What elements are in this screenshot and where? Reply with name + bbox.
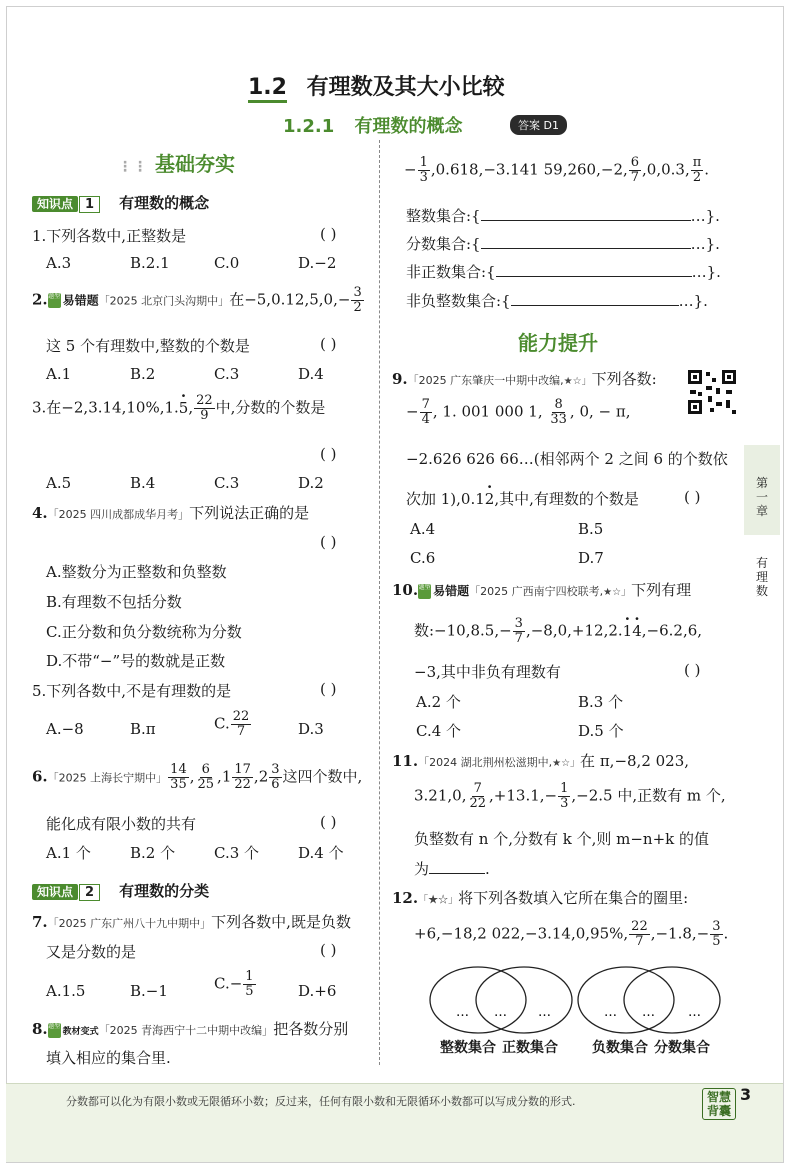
knowledge-point-2 [32,880,209,901]
question-6-line2: 能化成有限小数的共有 [46,815,197,833]
q3-option-c: C.3 [214,474,240,492]
question-9-paren: ( ) [684,488,701,506]
q3-fraction: $\frac{22}{9}$ [196,393,213,423]
subsection-number: 1.2.1 [283,116,335,137]
q2-fraction: $\frac{3}{2}$ [353,285,362,315]
question-4-stem: 4.「2025 四川成都成华月考」下列说法正确的是 [32,504,310,522]
integer-set-blank[interactable]: 整数集合:{ …}. [406,207,720,225]
venn-dots: … [642,1005,655,1020]
q9-option-b: B.5 [578,520,604,538]
q10-source: 「2025 广西南宁四校联考, [469,585,604,598]
q2-source: 「2025 北京门头沟期中」 [98,294,230,308]
q2-option-b: B.2 [130,365,156,383]
subsection-heading [283,112,463,138]
section-title: 有理数及其大小比较 [306,75,505,100]
q7-option-a: A.1.5 [46,982,86,1000]
question-6-paren: ( ) [320,813,337,831]
q9-source: 「2025 广东肇庆一中期中改编, [407,374,564,387]
q4-option-a: A.整数分为正整数和负整数 [46,563,227,581]
q7-source: 「2025 广东广州八十九中期中」 [47,917,212,930]
basic-heading [118,148,235,177]
q10-option-d: D.5 个 [578,722,624,740]
question-2-line2: 这 5 个有理数中,整数的个数是 [46,337,250,355]
venn-diagrams[interactable] [426,964,746,1036]
venn-dots: … [456,1005,469,1020]
integer-set-circle[interactable] [430,967,526,1033]
q4-option-c: C.正分数和负分数统称为分数 [46,623,242,641]
fraction-set-circle[interactable] [624,967,720,1033]
q10-option-a: A.2 个 [416,693,461,711]
brand-text-2: 背囊 [706,1104,731,1118]
q9-option-a: A.4 [410,520,436,538]
q12-row1: +6,−18,2 022,−3.14,0,95%, $\frac{22}{7}$ ,−1.8,− $\frac{3}{5}$ . [414,919,729,949]
difficulty-star-icon: ★☆」 [603,587,632,598]
q8-tag: 教材变式 [62,1027,99,1037]
q1-option-a: A.3 [46,254,72,272]
q3-option-b: B.4 [130,474,156,492]
q10-row1: 数:−10,8.5,− $\frac{3}{7}$ ,−8,0,+12,2.· 1· 4,−6.2,6, [414,617,702,646]
q8-number-list: − $\frac{1}{3}$ ,0.618,−3.141 59,260,−2, $\frac{6}{7}$ ,0,0.3, $\frac{\pi}{2}$ . [404,155,710,185]
question-2-paren: ( ) [320,335,337,353]
question-3-paren: ( ) [320,445,337,463]
topic-label: 有理数 [755,556,768,598]
question-6-stem: 6.「2025 上海长宁期中」 $\frac{14}{35}$ , $\frac{6}{25}$ ,1 $\frac{17}{22}$ ,2 $\frac{3}{6}$ 这四个数中, [32,762,363,792]
non-negative-integer-set-blank[interactable]: 非负整数集合:{ …}. [406,292,708,310]
decor-dots-icon: ⋮⋮ [118,159,148,175]
question-1-paren: ( ) [320,225,337,243]
q6-source: 「2025 上海长宁期中」 [47,771,168,785]
q9-row1: − $\frac{7}{4}$ , 1. 001 000 1, $\frac{8}{33}$ , 0, − π, [406,397,631,427]
q2-tag: 易错题 [62,293,99,308]
venn-dots: … [604,1005,617,1020]
question-12-stem: 12.「★☆」将下列各数填入它所在集合的圈里: [392,889,689,907]
kp-title: 有理数的分类 [119,882,210,900]
q4-source: 「2025 四川成都成华月考」 [47,508,190,521]
venn-label-positive: 正数集合 [502,1040,558,1056]
chapter-label: 第一章 [755,476,768,518]
brand-logo [702,1088,736,1120]
venn-label-negative: 负数集合 [592,1040,648,1056]
kp-number: 2 [79,884,100,901]
venn-dots: … [538,1005,551,1020]
q6-option-b: B.2 个 [130,844,176,862]
question-8-stem: 8.题型教材变式「2025 青海西宁十二中期中改编」把各数分别 [32,1020,349,1038]
question-7-line2: 又是分数的是 [46,943,137,961]
question-8-line2: 填入相应的集合里. [46,1049,171,1067]
q9-row3: 次加 1),0.1· 2,其中,有理数的个数是 [406,488,639,509]
q7-option-c: C.− $\frac{1}{5}$ [214,969,254,999]
question-10-stem: 10.题型 易错题「2025 广西南宁四校联考,★☆」下列有理 [392,581,692,599]
q2-text: 在−5,0.12,5,0,− [229,290,351,309]
page-number: 3 [740,1085,752,1104]
venn-label-fraction: 分数集合 [654,1040,710,1056]
q11-row1: 3.21,0, $\frac{7}{22}$ ,+13.1,− $\frac{1}{3}$ ,−2.5 中,正数有 m 个, [414,781,726,811]
venn-dots: … [494,1005,507,1020]
kp-title: 有理数的概念 [119,194,210,212]
question-tag-icon: 题型 [418,584,431,599]
q7-option-b: B.−1 [130,982,168,1000]
positive-set-circle[interactable] [476,967,572,1033]
qr-code-icon[interactable] [686,368,738,416]
q9-option-c: C.6 [410,549,436,567]
column-divider [379,140,380,1065]
q3-option-a: A.5 [46,474,72,492]
q10-option-b: B.3 个 [578,693,624,711]
q2-option-c: C.3 [214,365,240,383]
question-3-stem: 3.在−2,3.14,10%,1.· 5, $\frac{22}{9}$ 中,分数的个数是 [32,394,325,423]
q7-option-d: D.+6 [298,982,337,1000]
difficulty-star-icon: ★☆」 [563,376,592,387]
basic-heading-text: 基础夯实 [154,152,235,176]
q4-option-b: B.有理数不包括分数 [46,593,182,611]
advanced-heading: 能力提升 [518,331,598,355]
q1-option-c: C.0 [214,254,240,272]
venn-dots: … [688,1005,701,1020]
q11-row2: 负整数有 n 个,分数有 k 个,则 m−n+k 的值 [414,830,710,848]
q5-option-a: A.−8 [46,720,84,738]
q10-tag: 易错题 [433,584,470,598]
brand-text-1: 智慧 [706,1090,731,1104]
q6-option-a: A.1 个 [46,844,91,862]
q2-option-d: D.4 [298,365,324,383]
question-7-paren: ( ) [320,941,337,959]
q6-option-c: C.3 个 [214,844,260,862]
question-tag-icon: 题型 [48,293,61,308]
q6-option-d: D.4 个 [298,844,344,862]
q11-source: 「2024 湖北荆州松滋期中, [418,756,553,769]
q1-option-d: D.−2 [298,254,337,272]
q2-option-a: A.1 [46,365,72,383]
question-tag-icon: 题型 [48,1023,61,1038]
q5-option-c: C. $\frac{22}{7}$ [214,709,250,739]
non-positive-set-blank[interactable]: 非正数集合:{ …}. [406,263,721,281]
q1-option-b: B.2.1 [130,254,170,272]
negative-set-circle[interactable] [578,967,674,1033]
q9-row2: −2.626 626 66…(相邻两个 2 之间 6 的个数依 [406,450,728,468]
question-10-paren: ( ) [684,661,701,679]
kp-number: 1 [79,196,100,213]
q8-source: 「2025 青海西宁十二中期中改编」 [98,1024,274,1037]
question-5-stem: 5.下列各数中,不是有理数的是 [32,682,232,700]
q5-option-b: B.π [130,720,156,738]
q10-option-c: C.4 个 [416,722,462,740]
question-1-stem: 1.下列各数中,正整数是 [32,227,187,245]
question-2-stem: 2.题型 易错题「2025 北京门头沟期中」在−5,0.12,5,0,− $\frac{3}{2}$ [32,285,362,315]
question-7-stem: 7.「2025 广东广州八十九中期中」下列各数中,既是负数 [32,913,351,931]
question-5-paren: ( ) [320,680,337,698]
q4-option-d: D.不带“−”号的数就是正数 [46,652,226,670]
section-heading [248,70,505,101]
footer-tip: 分数都可以化为有限小数或无限循环小数；反过来，任何有限小数和无限循环小数都可以写成分数的形式. [66,1095,576,1108]
question-9-stem: 9.「2025 广东肇庆一中期中改编,★☆」下列各数: [392,370,657,388]
question-11-stem: 11.「2024 湖北荆州松滋期中,★☆」在 π,−8,2 023, [392,752,690,770]
q3-option-d: D.2 [298,474,324,492]
fraction-set-blank[interactable]: 分数集合:{ …}. [406,235,720,253]
q11-answer-blank[interactable]: 为 . [414,860,490,878]
subsection-title: 有理数的概念 [354,116,463,137]
question-4-paren: ( ) [320,533,337,551]
q5-option-d: D.3 [298,720,324,738]
kp-label: 知识点 [32,884,78,900]
q10-row2: −3,其中非负有理数有 [414,663,561,681]
answer-badge: 答案 D1 [510,115,567,135]
difficulty-star-icon: ★☆」 [552,758,581,769]
q9-option-d: D.7 [578,549,604,567]
section-number: 1.2 [248,75,287,103]
venn-label-integer: 整数集合 [440,1040,496,1056]
kp-label: 知识点 [32,196,78,212]
knowledge-point-1 [32,192,209,213]
difficulty-star-icon: 「★☆」 [418,895,459,906]
